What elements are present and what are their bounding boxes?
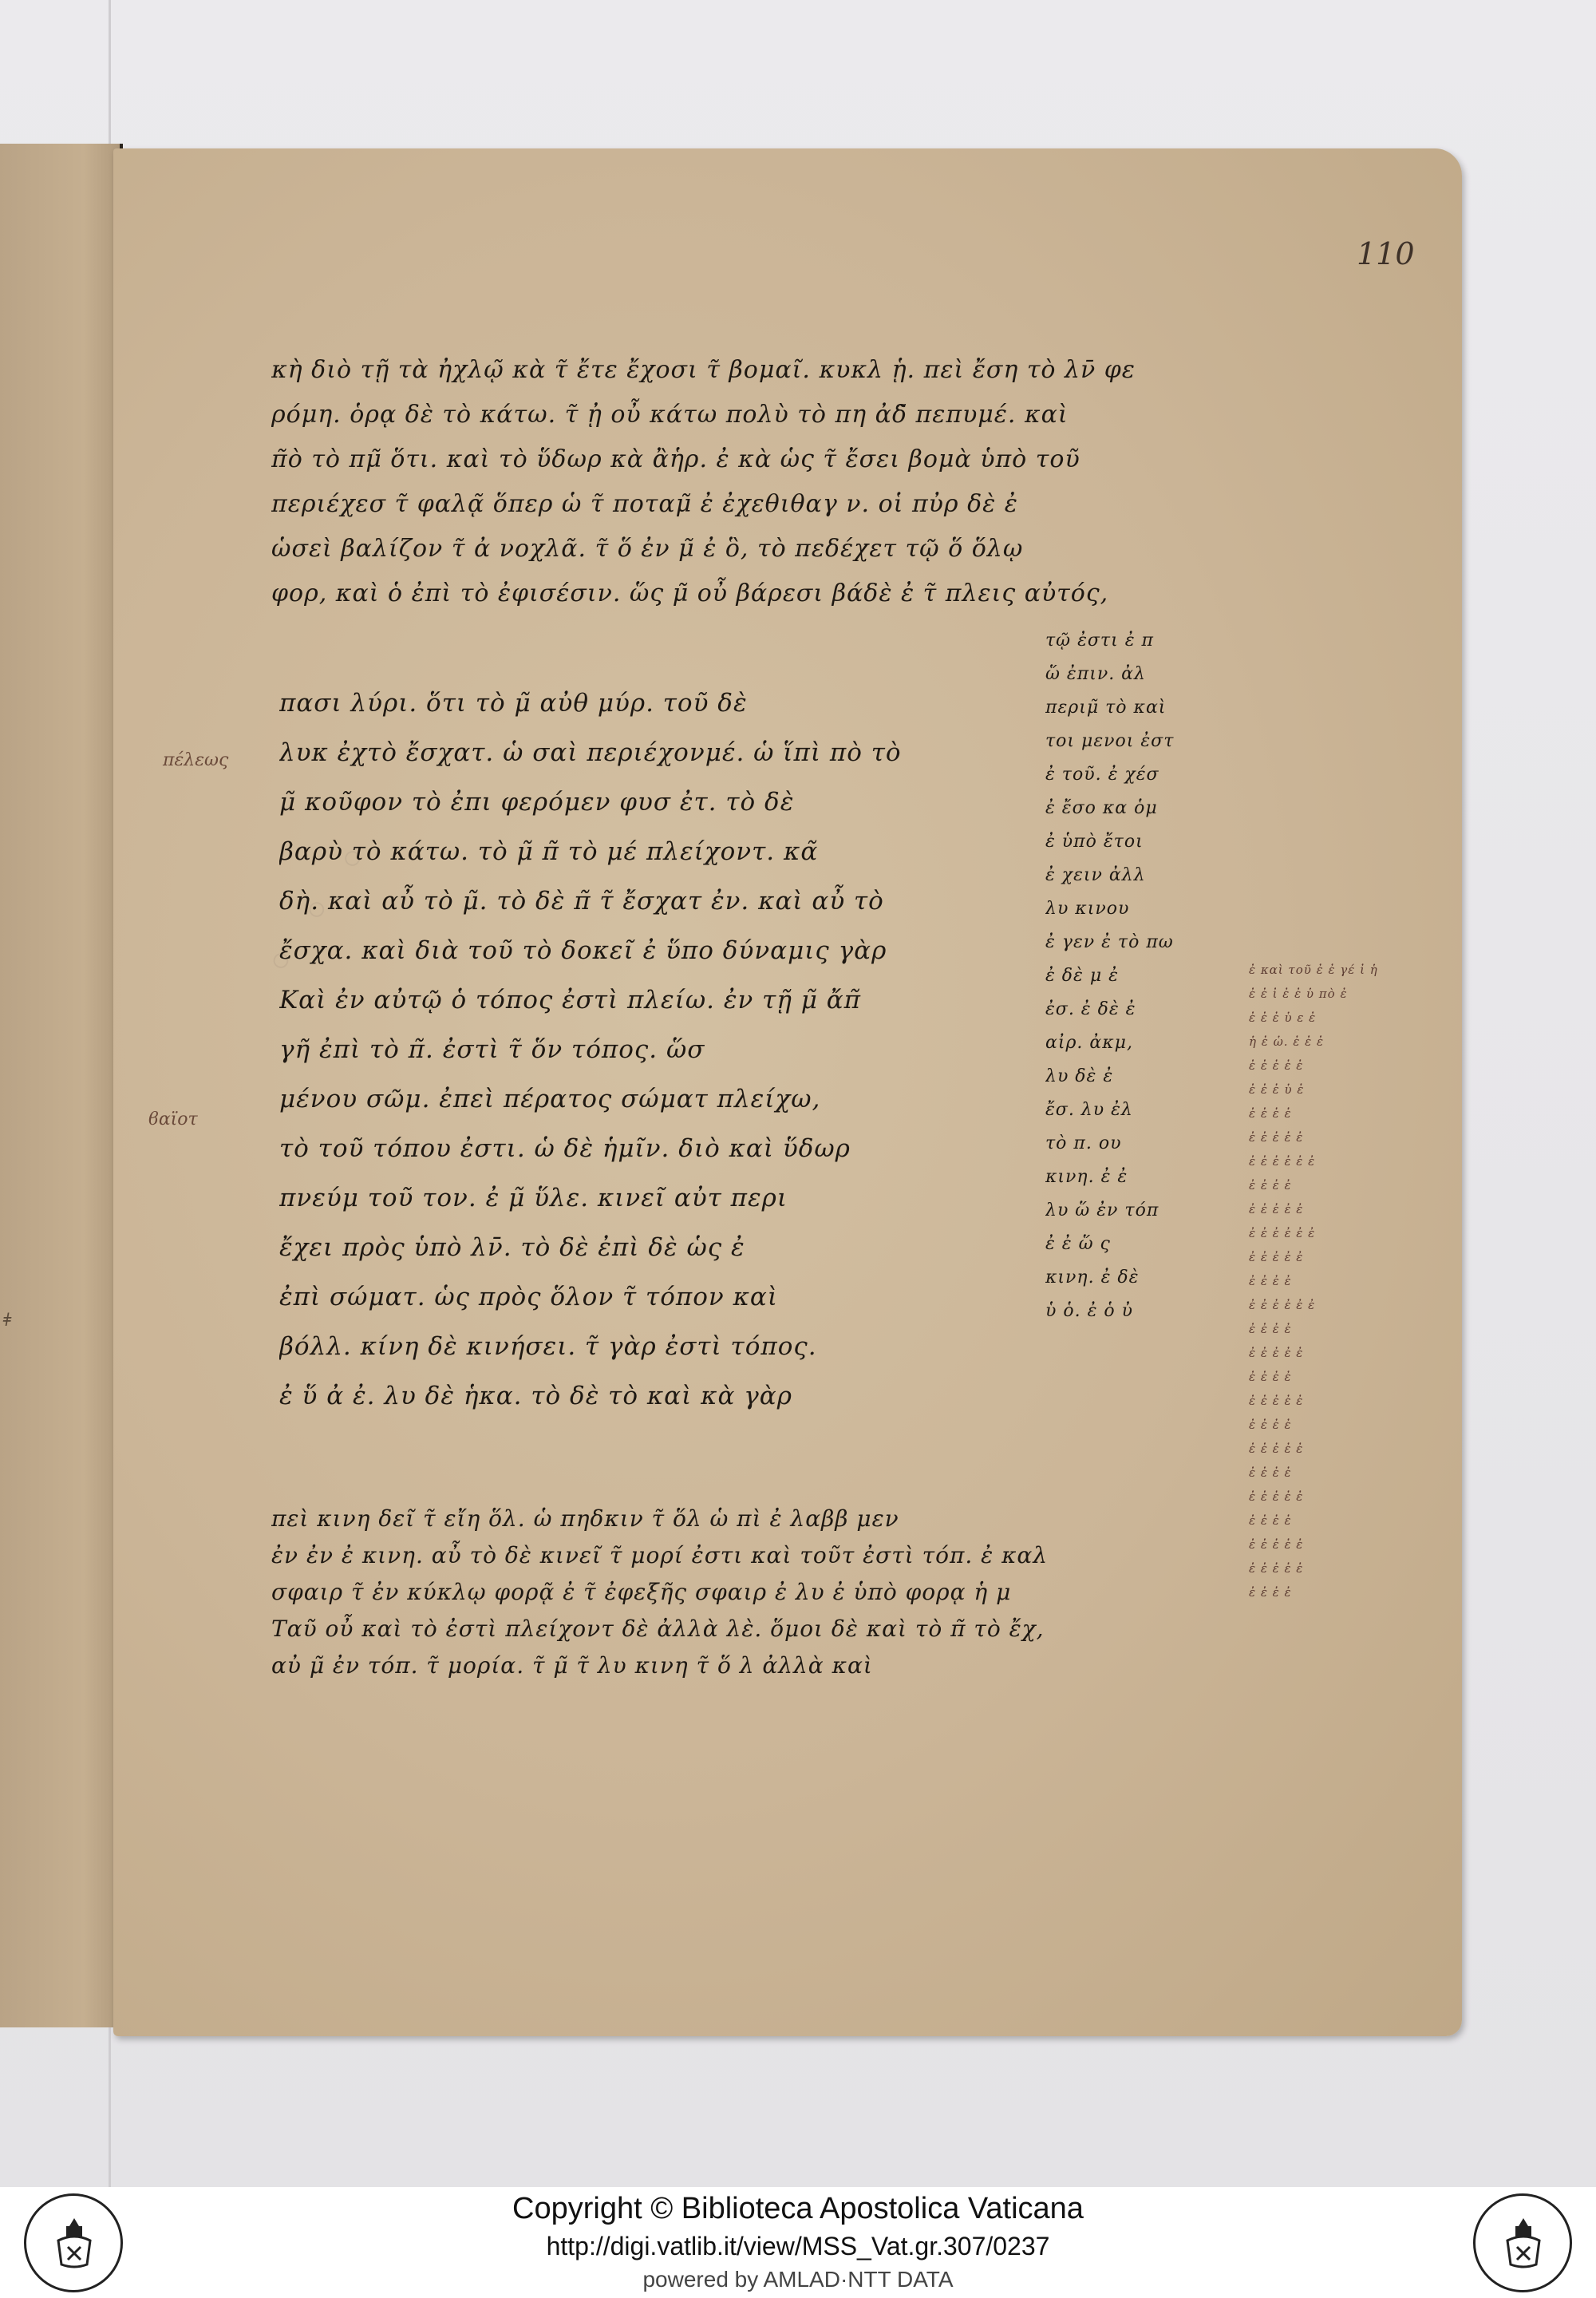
main-text-middle-block [279, 678, 1013, 1421]
manuscript-line: πασι λύρι. ὅτι τὸ μ̃ αὐθ μύρ. τοῦ δὲ [279, 689, 748, 718]
manuscript-line: τὸ τοῦ τόπου ἐστι. ὡ δὲ ἡμῖν. διὸ καὶ ὕδωρ [279, 1134, 851, 1163]
manuscript-line: ἔχει πρὸς ὑπὸ λν̄. τὸ δὲ ἐπὶ δὲ ὡς ἐ [279, 1233, 745, 1262]
footer-bar [0, 2187, 1596, 2298]
manuscript-line: ἐ καὶ τοῦ ἐ ἐ γέ ἰ ἡ [1249, 963, 1378, 977]
manuscript-line: Ταῦ οὖ καὶ τὸ ἐστὶ πλείχοντ δὲ ἀλλὰ λὲ. ὅμοι δὲ καὶ τὸ π̃ τὸ ἔχ, [271, 1616, 1045, 1642]
manuscript-line: ἐ ἐ ἐ ἐ ἐ [1249, 1561, 1304, 1576]
manuscript-line: κινη. ἐ ἐ [1045, 1167, 1128, 1187]
manuscript-line: ἐν ἐν ἐ κινη. αὖ τὸ δὲ κινεῖ τ̃ μορί ἐστι καὶ τοῦτ ἐστὶ τόπ. ἐ καλ [271, 1542, 1049, 1568]
manuscript-line: ἐ ὑπὸ ἔτοι [1045, 832, 1144, 852]
watermark: ◦ ◦ ◦ [250, 824, 392, 991]
manuscript-line: ὡσεὶ βαλίζον τ̃ ἀ νοχλᾶ. τ̃ ὅ ἐν μ̃ ἐ ὃ, τὸ πεδέχετ τῷ ὅ ὅλῳ [271, 535, 1024, 563]
powered-by-text: powered by AMLAD·NTT DATA [642, 2267, 954, 2292]
manuscript-line: βόλλ. κίνη δὲ κινήσει. τ̃ γὰρ ἐστὶ τόπος. [279, 1332, 817, 1361]
manuscript-line: φορ, καὶ ὁ ἐπὶ τὸ ἐφισέσιν. ὥς μ̃ οὖ βάρεσι βάδὲ ἐ τ̃ πλεις αὐτός, [271, 579, 1109, 607]
manuscript-line: ἐ ἐ ἐ ἐ ἐ [1249, 1489, 1304, 1504]
manuscript-line: αὐ μ̃ ἐν τόπ. τ̃ μορία. τ̃ μ̃ τ̃ λυ κινη τ̃ ὅ λ ἀλλὰ καὶ [271, 1652, 873, 1679]
manuscript-line: ἐ ἐ ὥ ς [1045, 1234, 1111, 1254]
manuscript-line: κὴ διὸ τῇ τὰ ἠχλῳ̃ κὰ τ̃ ἔτε ἔχοσι τ̃ βομαῖ. κυκλ ᾑ. πεὶ ἔση τὸ λν̄ φε [271, 356, 1136, 384]
margin-note-left-1: πέλεως [163, 750, 229, 770]
manuscript-line: ἐ ἐ ἐ ὑ ε ἐ [1249, 1011, 1317, 1025]
manuscript-line: γῆ ἐπὶ τὸ π̃. ἐστὶ τ̃ ὅν τόπος. ὥσ [279, 1035, 705, 1064]
manuscript-line: περιέχεσ τ̃ φαλᾳ̃ ὅπερ ὡ τ̃ ποταμ̃ ἐ ἐχεθιθαγ ν. οἱ πὐρ δὲ ἐ [271, 490, 1018, 518]
manuscript-line: πεὶ κινη δεῖ τ̃ εἴη ὅλ. ὡ πηδκιν τ̃ ὅλ ὡ πὶ ἐ λαββ μεν [271, 1505, 899, 1532]
manuscript-line: κινη. ἐ δὲ [1045, 1268, 1140, 1287]
manuscript-line: μένου σῶμ. ἐπεὶ πέρατος σώματ πλείχω, [279, 1085, 821, 1113]
manuscript-line: ὑ ὁ. ἐ ὁ ὐ [1045, 1301, 1134, 1321]
manuscript-line: Καὶ ἐν αὐτῷ ὁ τόπος ἐστὶ πλείω. ἐν τῇ μ̃ ἄπ̃ [279, 986, 862, 1015]
manuscript-line: ἐ ἐ ἰ ἐ ἐ ὑ πὸ ἐ [1249, 987, 1348, 1001]
manuscript-line: πνεύμ τοῦ τον. ἐ μ̃ ὕλε. κινεῖ αὐτ περι [279, 1184, 788, 1212]
main-text-top-block [271, 348, 1213, 616]
manuscript-line: τὸ π. ου [1045, 1133, 1122, 1153]
manuscript-line: ἐ ἐ ἐ ἐ ἐ ἐ [1249, 1226, 1316, 1240]
manuscript-line: ἐσ. ἐ δὲ ἐ [1045, 999, 1136, 1019]
manuscript-line: περιμ̃ τὸ καὶ [1045, 698, 1167, 718]
manuscript-line: ἐ ἐ ἐ ἐ ἐ [1249, 1202, 1304, 1216]
manuscript-line: π̃ὸ τὸ πμ̃ ὅτι. καὶ τὸ ὕδωρ κὰ ἂἡρ. ἐ κὰ ὡς τ̃ ἔσει βομὰ ὑπὸ τοῦ [271, 445, 1080, 473]
manuscript-line: ἔσχα. καὶ διὰ τοῦ τὸ δοκεῖ ἐ ὕπο δύναμις γὰρ [279, 936, 887, 965]
manuscript-line: ἐ ἐ ἐ ἐ ἐ [1249, 1058, 1304, 1073]
manuscript-line: ἐ ἐ ἐ ἐ [1249, 1106, 1292, 1121]
manuscript-line: αἰρ. ἀκμ, [1045, 1033, 1133, 1053]
margin-note-left-2: ϐαϊοτ [148, 1109, 198, 1129]
main-text-bottom-block [271, 1501, 1229, 1684]
manuscript-line: ἐπὶ σώματ. ὡς πρὸς ὅλον τ̃ τόπον καὶ [279, 1283, 779, 1311]
manuscript-line: λυ κινου [1045, 899, 1130, 919]
manuscript-line: λυ δὲ ἐ [1045, 1066, 1114, 1086]
manuscript-line: ἔσ. λυ ἐλ [1045, 1100, 1133, 1120]
right-margin-gloss [1249, 958, 1456, 1604]
manuscript-line: ρόμη. ὁρᾳ δὲ τὸ κάτω. τ̃ ᾐ οὖ κάτω πολὺ τὸ πη ἀδ̃ πεπυμέ. καὶ [271, 401, 1069, 429]
left-facing-leaf [0, 144, 123, 2027]
manuscript-line: ἐ ἐ ἐ ἐ ἐ ἐ [1249, 1298, 1316, 1312]
manuscript-line: ἐ χειν ἀλλ [1045, 865, 1146, 885]
manuscript-line: ἐ ἐ ἐ ἐ ἐ ἐ [1249, 1154, 1316, 1169]
manuscript-line: ὥ ἐπιν. ἀλ [1045, 664, 1146, 684]
viewer-url-link[interactable]: http://digi.vatlib.it/view/MSS_Vat.gr.307/0237 [546, 2232, 1050, 2260]
manuscript-line: σφαιρ τ̃ ἐν κύκλῳ φορᾷ ἐ τ̃ ἐφεξῆς σφαιρ ἐ λυ ἐ ὑπὸ φορᾳ ἡ μ [271, 1579, 1012, 1605]
manuscript-line: τῷ ἐστι ἐ π [1045, 631, 1154, 651]
manuscript-line: ἐ ἐ ἐ ἐ [1249, 1513, 1292, 1528]
manuscript-line: ἐ ἐ ἐ ἐ ἐ [1249, 1130, 1304, 1145]
manuscript-line: ἐ ὕ ἀ ἐ. λυ δὲ ἡκα. τὸ δὲ τὸ καὶ κὰ γὰρ [279, 1382, 792, 1410]
folio-number: 110 [1357, 236, 1415, 271]
manuscript-line: ἐ γεν ἐ τὸ πω [1045, 932, 1174, 952]
manuscript-line: ἐ ἔσο κα ὁμ [1045, 798, 1158, 818]
manuscript-line: δὴ. καὶ αὖ τὸ μ̃. τὸ δὲ π̃ τ̃ ἔσχατ ἐν. καὶ αὖ τὸ [279, 887, 884, 916]
manuscript-line: λυ ὥ ἐν τόπ [1045, 1200, 1159, 1220]
manuscript-line: ἐ ἐ ἐ ἐ ἐ [1249, 1346, 1304, 1360]
manuscript-line: ἐ ἐ ἐ ἐ ἐ [1249, 1537, 1304, 1552]
manuscript-line: βαρὺ τὸ κάτω. τὸ μ̃ π̃ τὸ μέ πλείχοντ. κα̃ [279, 837, 819, 866]
manuscript-line: ἐ ἐ ἐ ὑ ἐ [1249, 1082, 1305, 1097]
manuscript-line: ἐ ἐ ἐ ἐ [1249, 1585, 1292, 1600]
right-column-text [1045, 624, 1253, 1328]
manuscript-line: ἐ ἐ ἐ ἐ [1249, 1322, 1292, 1336]
manuscript-line: ἐ ἐ ἐ ἐ [1249, 1178, 1292, 1193]
manuscript-line: ἐ ἐ ἐ ἐ ἐ [1249, 1250, 1304, 1264]
manuscript-line: ἐ τοῦ. ἐ χέσ [1045, 765, 1159, 785]
manuscript-line: ἐ ἐ ἐ ἐ [1249, 1465, 1292, 1480]
manuscript-line: ἐ ἐ ἐ ἐ [1249, 1274, 1292, 1288]
manuscript-line: ἐ ἐ ἐ ἐ [1249, 1418, 1292, 1432]
manuscript-line: ἐ ἐ ἐ ἐ ἐ [1249, 1442, 1304, 1456]
left-leaf-note: ǂ [3, 1311, 12, 1331]
copyright-text: Copyright © Biblioteca Apostolica Vaticana [512, 2192, 1084, 2225]
manuscript-line: ἐ ἐ ἐ ἐ ἐ [1249, 1394, 1304, 1408]
manuscript-line: ἐ δὲ μ ἐ [1045, 966, 1119, 986]
manuscript-line: μ̃ κοῦφον τὸ ἐπι φερόμεν φυσ ἐτ. τὸ δὲ [279, 788, 795, 817]
manuscript-line: λυκ ἐχτὸ ἔσχατ. ὡ σαὶ περιέχονμέ. ὡ ἵπὶ πὸ τὸ [279, 738, 902, 767]
manuscript-line: τοι μενοι ἐστ [1045, 731, 1175, 751]
manuscript-line: ἡ ἐ ὡ. ἐ ἐ ἐ [1249, 1034, 1325, 1049]
manuscript-line: ἐ ἐ ἐ ἐ [1249, 1370, 1292, 1384]
